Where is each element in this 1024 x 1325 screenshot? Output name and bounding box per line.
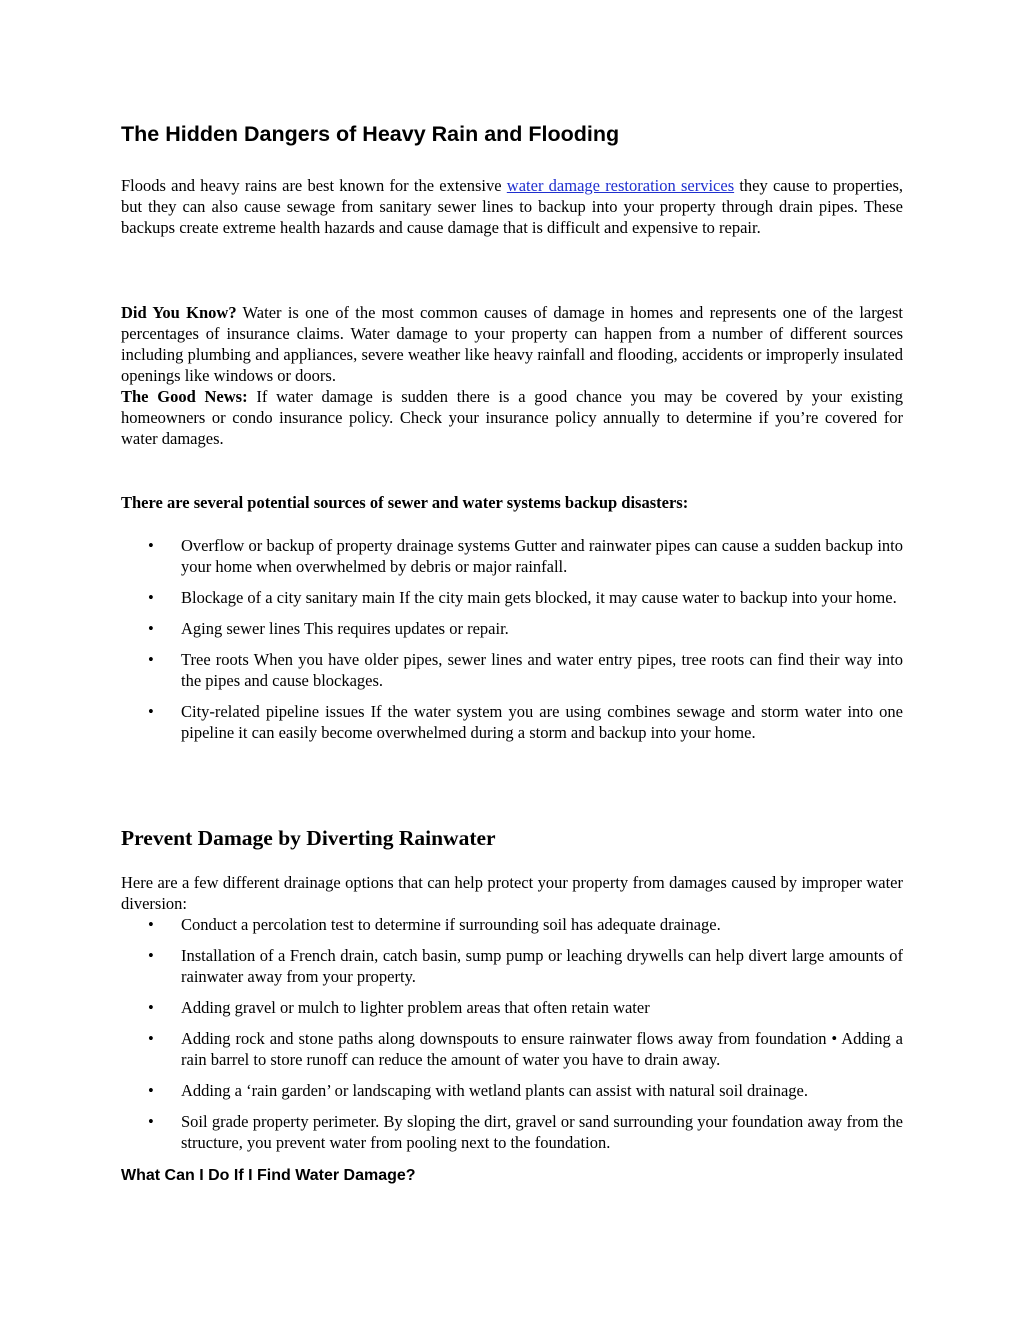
list-item bbox=[121, 1028, 903, 1070]
bullet-icon: • bbox=[148, 702, 154, 721]
list-item-text: Adding gravel or mulch to lighter problem areas that often retain water bbox=[181, 998, 650, 1017]
bullet-icon: • bbox=[148, 619, 154, 638]
list-item bbox=[121, 914, 903, 935]
list-item-text: Adding rock and stone paths along downspouts to ensure rainwater flows away from foundation • Adding a rain barrel to store runoff can reduce the amount of water you have to drain away. bbox=[181, 1029, 903, 1069]
list-item-text: Soil grade property perimeter. By sloping the dirt, gravel or sand surrounding your foundation away from the structure, you prevent water from pooling next to the foundation. bbox=[181, 1112, 903, 1152]
bullet-icon: • bbox=[148, 588, 154, 607]
bullet-icon: • bbox=[148, 1081, 154, 1100]
list-item-text: Conduct a percolation test to determine if surrounding soil has adequate drainage. bbox=[181, 915, 721, 934]
good-news-paragraph bbox=[121, 386, 903, 449]
list-item bbox=[121, 587, 903, 608]
intro-paragraph bbox=[121, 175, 903, 238]
bullet-icon: • bbox=[148, 650, 154, 669]
water-damage-question-heading: What Can I Do If I Find Water Damage? bbox=[121, 1167, 416, 1184]
prevent-damage-heading: Prevent Damage by Diverting Rainwater bbox=[121, 826, 496, 850]
bullet-icon: • bbox=[148, 998, 154, 1017]
bullet-icon: • bbox=[148, 1112, 154, 1131]
list-item-text: Installation of a French drain, catch basin, sump pump or leaching drywells can help divert large amounts of rainwater away from your property. bbox=[181, 946, 903, 986]
list-item bbox=[121, 1111, 903, 1153]
page-title: The Hidden Dangers of Heavy Rain and Flooding bbox=[121, 122, 620, 146]
did-you-know-paragraph bbox=[121, 302, 903, 386]
bullet-icon: • bbox=[148, 536, 154, 555]
bullet-icon: • bbox=[148, 946, 154, 965]
list-item bbox=[121, 701, 903, 743]
intro-text-after-link: they cause to properties, but they can also cause sewage from sanitary sewer lines to backup into your property through drain pipes. These backups create extreme health hazards and cause damage that is difficult and expensive to repair. bbox=[121, 176, 903, 237]
list-item-text: Aging sewer lines This requires updates or repair. bbox=[181, 619, 509, 638]
list-item bbox=[121, 945, 903, 987]
list-item bbox=[121, 1080, 903, 1101]
prevent-options-list bbox=[121, 914, 903, 1163]
did-you-know-text: Water is one of the most common causes of damage in homes and represents one of the largest percentages of insurance claims. Water damage to your property can happen from a number of different sources including plumbing and appliances, severe weather like heavy rainfall and flooding, accidents or improperly insulated openings like windows or doors. bbox=[121, 303, 903, 385]
sources-heading: There are several potential sources of sewer and water systems backup disasters: bbox=[121, 493, 689, 512]
bullet-icon: • bbox=[148, 915, 154, 934]
good-news-label: The Good News: bbox=[121, 387, 248, 406]
did-you-know-label: Did You Know? bbox=[121, 303, 237, 322]
list-item-text: Overflow or backup of property drainage systems Gutter and rainwater pipes can cause a sudden backup into your home when overwhelmed by debris or major rainfall. bbox=[181, 536, 903, 576]
list-item bbox=[121, 618, 903, 639]
sources-list bbox=[121, 535, 903, 753]
list-item-text: Blockage of a city sanitary main If the city main gets blocked, it may cause water to backup into your home. bbox=[181, 588, 897, 607]
list-item bbox=[121, 649, 903, 691]
list-item-text: City-related pipeline issues If the water system you are using combines sewage and storm water into one pipeline it can easily become overwhelmed during a storm and backup into your home. bbox=[181, 702, 903, 742]
intro-text-before-link: Floods and heavy rains are best known for the extensive bbox=[121, 176, 507, 195]
good-news-text: If water damage is sudden there is a good chance you may be covered by your existing homeowners or condo insurance policy. Check your insurance policy annually to determine if you’re covered for water damages. bbox=[121, 387, 903, 448]
list-item bbox=[121, 535, 903, 577]
prevent-intro-paragraph: Here are a few different drainage options that can help protect your property from damages caused by improper water diversion: bbox=[121, 873, 903, 913]
list-item bbox=[121, 997, 903, 1018]
water-damage-restoration-link[interactable]: water damage restoration services bbox=[506, 176, 735, 195]
list-item-text: Tree roots When you have older pipes, sewer lines and water entry pipes, tree roots can find their way into the pipes and cause blockages. bbox=[181, 650, 903, 690]
list-item-text: Adding a ‘rain garden’ or landscaping with wetland plants can assist with natural soil drainage. bbox=[181, 1081, 808, 1100]
bullet-icon: • bbox=[148, 1029, 154, 1048]
